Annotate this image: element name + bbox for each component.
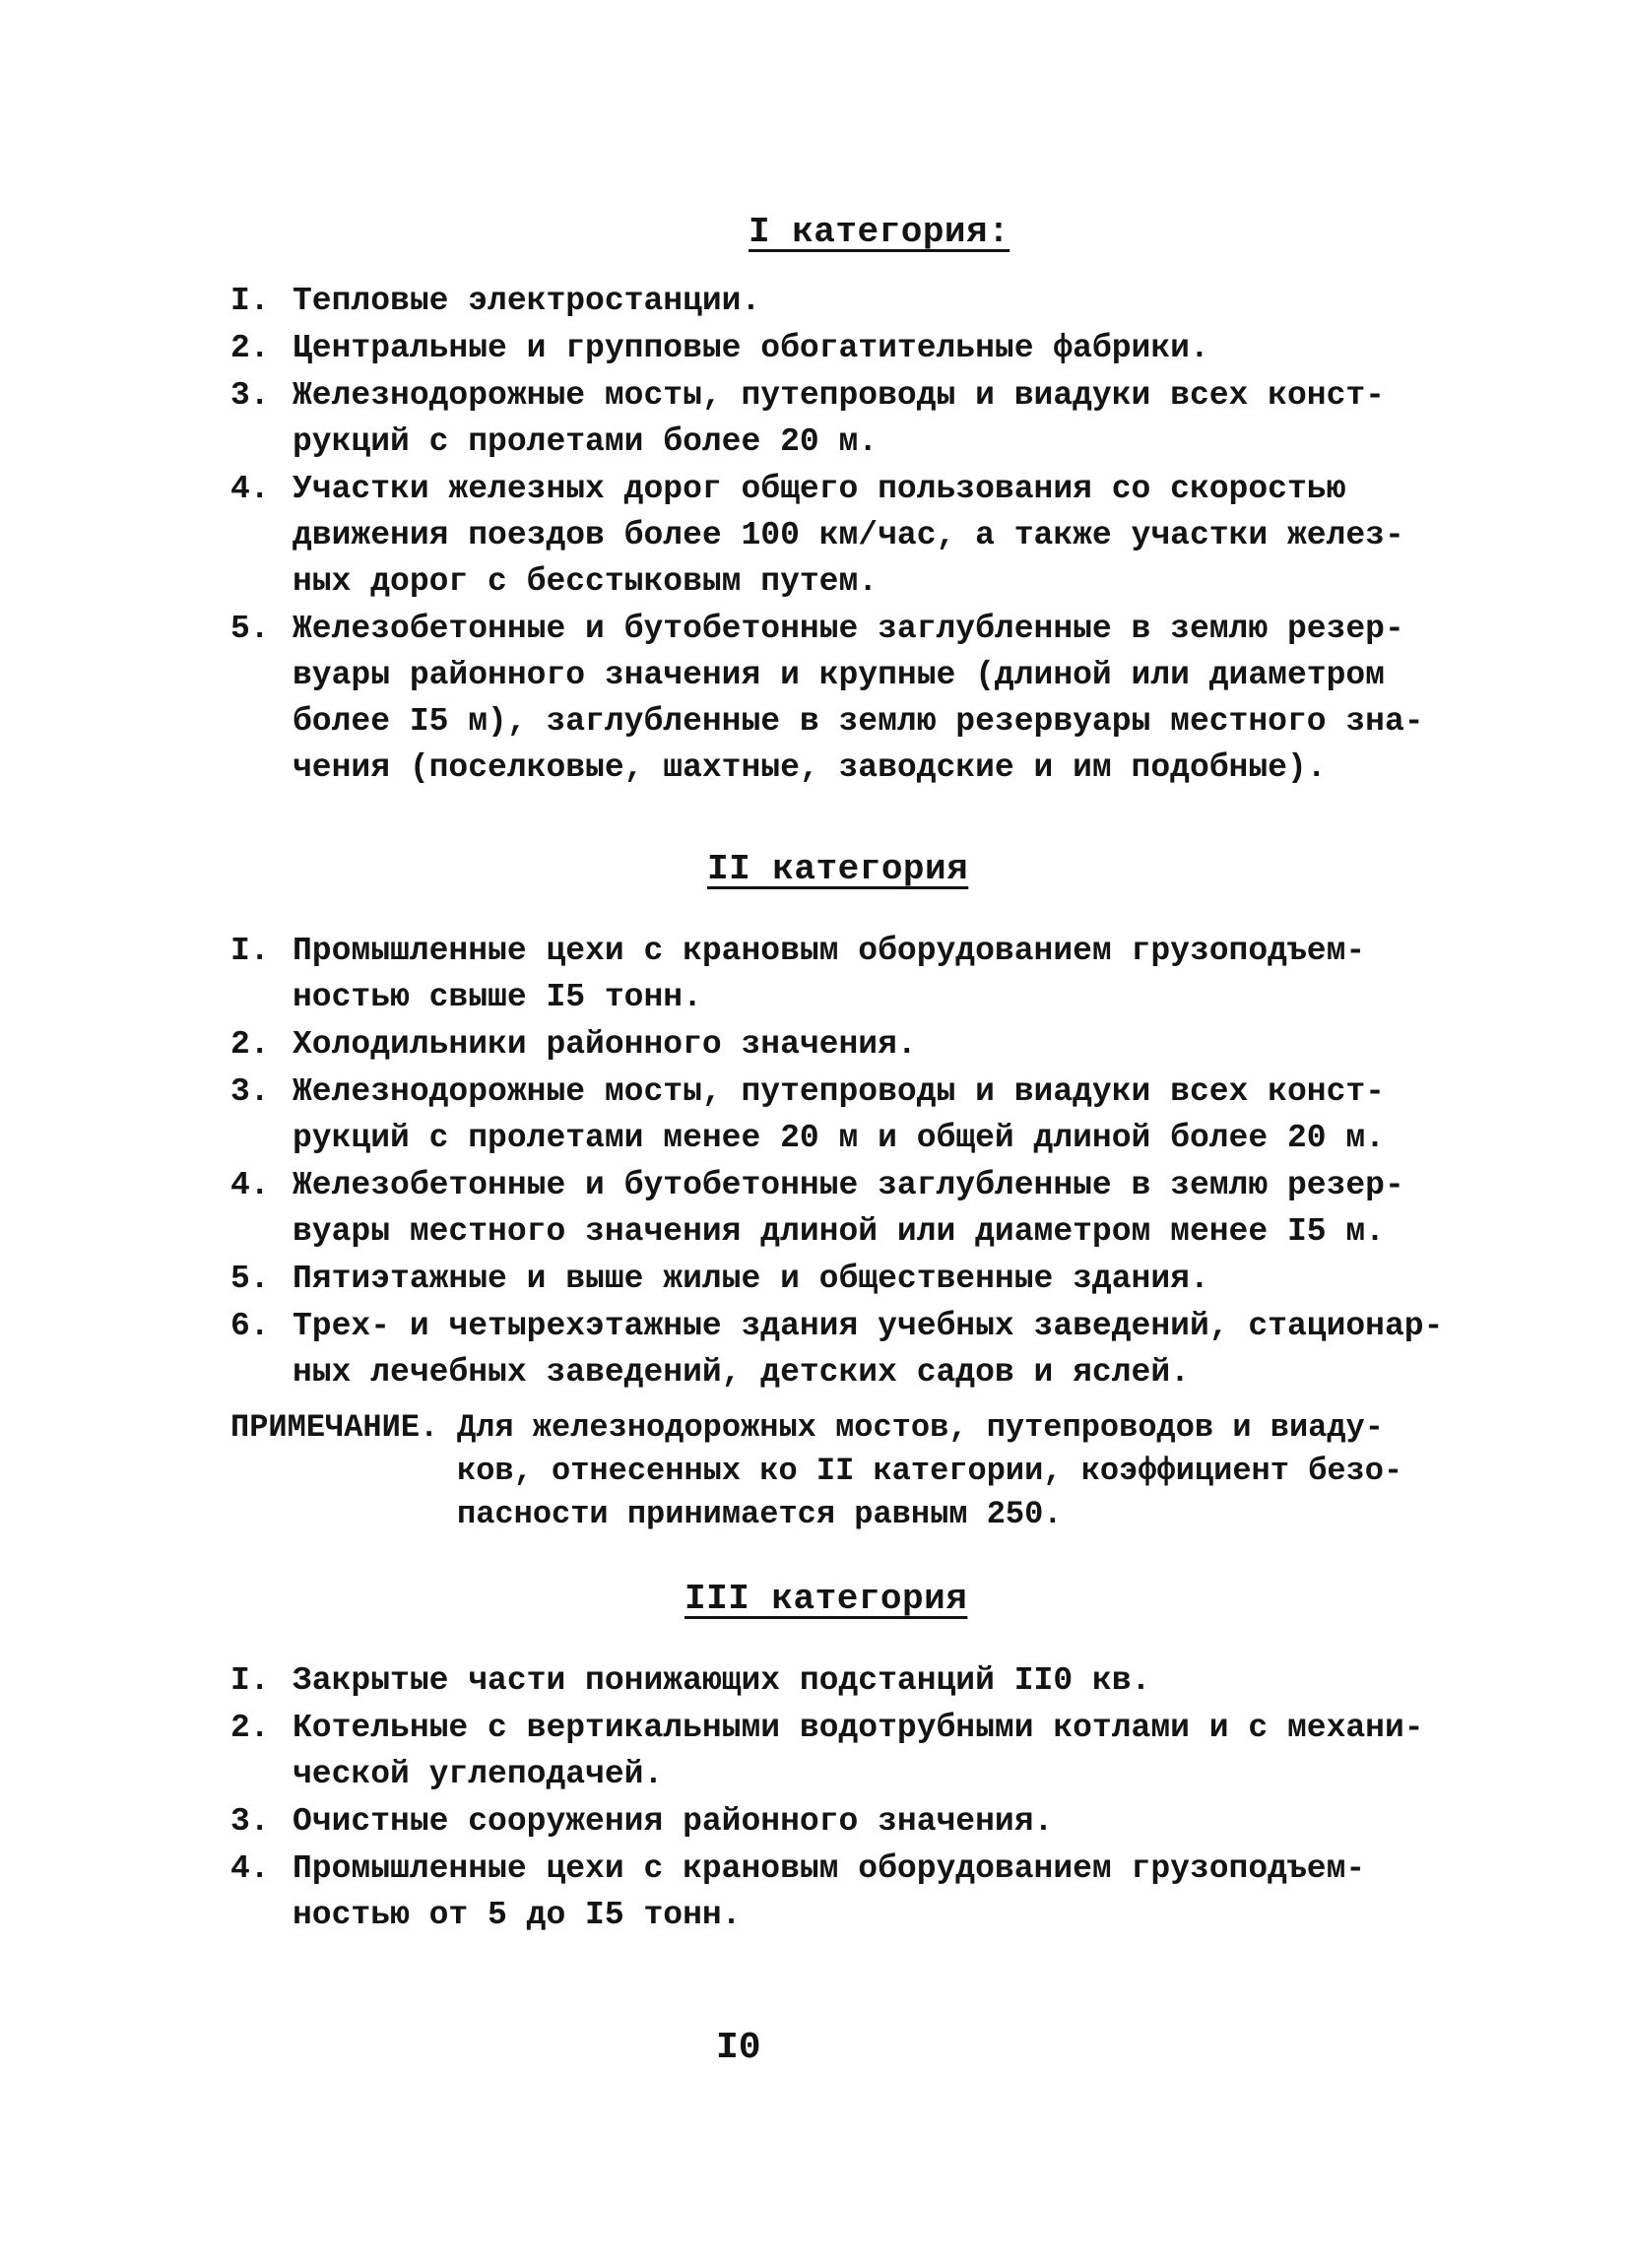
category-3-list <box>230 1657 1452 1939</box>
item-number: 2. <box>230 1710 270 1746</box>
item-text: Центральные и групповые обогатительные фабрики. <box>293 330 1209 366</box>
item-number: 4. <box>230 471 270 507</box>
item-text: Железобетонные и бутобетонные заглубленные в землю резер- вуары местного значения длиной или диаметром менее I5 м. <box>293 1167 1404 1250</box>
item-number: 2. <box>230 330 270 366</box>
item-text: Промышленные цехи с крановым оборудованием грузоподъем- ностью свыше I5 тонн. <box>293 933 1366 1015</box>
item-number: 4. <box>230 1167 270 1203</box>
list-item <box>230 928 1452 1020</box>
item-number: I. <box>230 933 270 969</box>
list-item <box>230 1162 1452 1255</box>
item-number: I. <box>230 1662 270 1699</box>
list-item <box>230 1256 1452 1302</box>
item-text: Тепловые электростанции. <box>293 283 761 319</box>
category-1-list <box>230 278 1452 792</box>
item-number: 5. <box>230 1261 270 1297</box>
note-block <box>230 1406 1462 1536</box>
item-text: Холодильники районного значения. <box>293 1026 917 1063</box>
item-text: Участки железных дорог общего пользования со скоростью движения поездов более 100 км/час, а также участки желез- ных дорог с бесстыковым путем. <box>293 471 1404 600</box>
page-number: I0 <box>716 2027 761 2069</box>
list-item <box>230 372 1452 465</box>
item-number: 3. <box>230 1803 270 1840</box>
item-text: Пятиэтажные и выше жилые и общественные здания. <box>293 1261 1209 1297</box>
item-text: Котельные с вертикальными водотрубными котлами и с механи- ческой углеподачей. <box>293 1710 1424 1792</box>
item-number: 3. <box>230 1073 270 1110</box>
item-text: Трех- и четырехэтажные здания учебных заведений, стационар- ных лечебных заведений, детских садов и яслей. <box>293 1308 1444 1391</box>
list-item <box>230 606 1452 791</box>
list-item <box>230 1069 1452 1161</box>
item-number: 6. <box>230 1308 270 1344</box>
list-item <box>230 1657 1452 1704</box>
note-label: ПРИМЕЧАНИЕ. <box>230 1409 439 1446</box>
item-text: Железнодорожные мосты, путепроводы и виадуки всех конст- рукций с пролетами менее 20 м и общей длиной более 20 м. <box>293 1073 1385 1156</box>
section-heading-category-1: I категория: <box>749 212 1010 252</box>
item-number: 2. <box>230 1026 270 1063</box>
item-text: Железобетонные и бутобетонные заглубленные в землю резер- вуары районного значения и крупные (длиной или диаметром более I5 м), заглубленные в землю резервуары местного зна- чения (поселковые, шахтные, заводские и им подобные). <box>293 611 1424 786</box>
item-number: 3. <box>230 377 270 414</box>
item-number: 5. <box>230 611 270 647</box>
item-text: Промышленные цехи с крановым оборудованием грузоподъем- ностью от 5 до I5 тонн. <box>293 1850 1366 1933</box>
list-item <box>230 1303 1452 1395</box>
note-text: Для железнодорожных мостов, путепроводов и виаду- ков, отнесенных ко II категории, коэффициент безо- пасности принимается равным 250. <box>457 1409 1403 1532</box>
list-item <box>230 1021 1452 1068</box>
section-heading-category-3: III категория <box>684 1579 968 1619</box>
item-number: 4. <box>230 1850 270 1887</box>
list-item <box>230 278 1452 324</box>
category-2-list <box>230 928 1452 1396</box>
item-text: Железнодорожные мосты, путепроводы и виадуки всех конст- рукций с пролетами более 20 м. <box>293 377 1385 460</box>
section-heading-category-2: II категория <box>707 849 969 889</box>
list-item <box>230 1705 1452 1797</box>
item-text: Очистные сооружения районного значения. <box>293 1803 1054 1840</box>
item-text: Закрытые части понижающих подстанций II0 кв. <box>293 1662 1151 1699</box>
list-item <box>230 1798 1452 1845</box>
list-item <box>230 325 1452 371</box>
list-item <box>230 1846 1452 1938</box>
list-item <box>230 466 1452 605</box>
item-number: I. <box>230 283 270 319</box>
